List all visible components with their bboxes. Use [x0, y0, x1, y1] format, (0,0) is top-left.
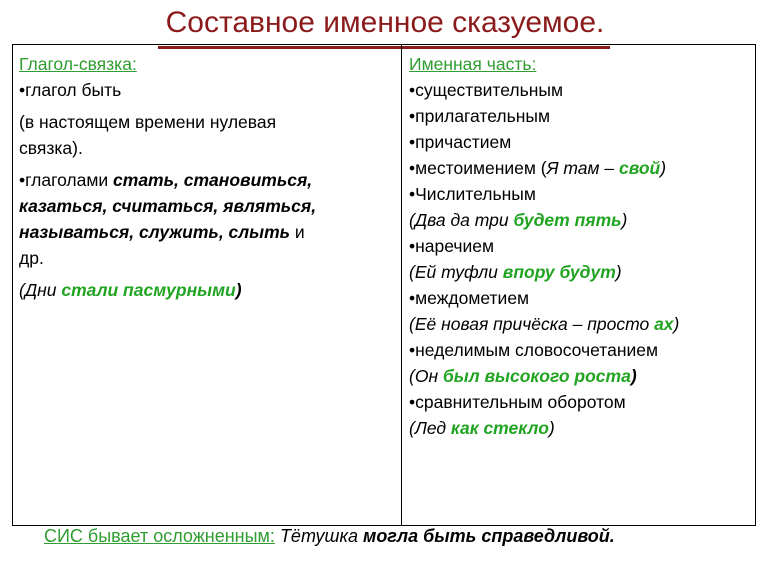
- interjection-green: ах: [654, 314, 674, 334]
- numeral-open: (: [409, 210, 415, 230]
- right-example-interjection: [409, 311, 749, 337]
- right-item-phrase: •неделимым словосочетанием: [409, 340, 659, 360]
- footer-sis: СИС бывает осложненным:: [44, 526, 275, 546]
- verbs-list-1: стать, становиться,: [113, 170, 313, 190]
- right-item-adverb: •наречием: [409, 236, 495, 256]
- left-item-verbs-4: др.: [19, 248, 44, 268]
- comparison-close: ): [548, 418, 555, 438]
- right-item-interjection: •междометием: [409, 288, 530, 308]
- phrase-close: ): [630, 366, 637, 386]
- right-example-numeral: [409, 207, 749, 233]
- right-item-comparison: •сравнительным оборотом: [409, 392, 626, 412]
- left-item-verbs-2: казаться, считаться, являться,: [19, 196, 317, 216]
- left-note-1: (в настоящем времени нулевая: [19, 112, 277, 132]
- verbs-list-3: называться, служить, слыть: [19, 222, 291, 242]
- numeral-close: ): [621, 210, 628, 230]
- phrase-green: был высокого роста: [442, 366, 631, 386]
- numeral-green: будет пять: [513, 210, 622, 230]
- right-example-phrase: [409, 363, 749, 389]
- footer-bold: могла быть справедливой.: [363, 526, 615, 546]
- right-header: Именная часть:: [409, 54, 537, 74]
- comparison-open: (: [409, 418, 415, 438]
- comparison-text: Лед: [414, 418, 451, 438]
- adverb-open: (: [409, 262, 415, 282]
- left-header: Глагол-связка:: [19, 54, 137, 74]
- left-example: [19, 277, 393, 303]
- phrase-open: (: [409, 366, 415, 386]
- numeral-text: Два да три: [414, 210, 514, 230]
- right-item-noun: •существительным: [409, 80, 563, 100]
- verbs-prefix: •глаголами: [19, 170, 114, 190]
- example-green: стали пасмурными: [61, 280, 236, 300]
- adverb-green: впору будут: [502, 262, 616, 282]
- left-item-byt: •глагол быть: [19, 80, 122, 100]
- right-item-participle: •причастием: [409, 132, 512, 152]
- adverb-text: Ей туфли: [414, 262, 503, 282]
- right-example-adverb: [409, 259, 749, 285]
- right-item-adj: •прилагательным: [409, 106, 550, 126]
- pronoun-close: ): [660, 158, 667, 178]
- right-item-pronoun: [409, 155, 749, 181]
- verbs-suffix: и: [290, 222, 305, 242]
- pronoun-example: Я там –: [546, 158, 619, 178]
- footer-note: [44, 526, 615, 547]
- interjection-text: Её новая причёска – просто: [414, 314, 655, 334]
- adverb-close: ): [615, 262, 622, 282]
- interjection-close: ): [673, 314, 680, 334]
- content-table: [12, 44, 756, 526]
- right-column: [409, 51, 749, 441]
- left-item-verbs-3: [19, 219, 393, 245]
- page-title: [0, 6, 770, 40]
- left-item-verbs-1: [19, 167, 393, 193]
- right-item-numeral: •Числительным: [409, 184, 536, 204]
- phrase-text: Он: [414, 366, 443, 386]
- pronoun-prefix: •местоимением (: [409, 158, 547, 178]
- footer-text: Тётушка: [274, 526, 363, 546]
- left-column: [19, 51, 393, 303]
- comparison-green: как стекло: [450, 418, 549, 438]
- right-example-comparison: [409, 415, 749, 441]
- column-divider: [401, 45, 402, 525]
- pronoun-green: свой: [618, 158, 661, 178]
- interjection-open: (: [409, 314, 415, 334]
- example-close: ): [235, 280, 242, 300]
- title-text: Составное именное сказуемое.: [165, 6, 605, 39]
- example-open: (Дни: [19, 280, 62, 300]
- left-note-2: связка).: [19, 138, 83, 158]
